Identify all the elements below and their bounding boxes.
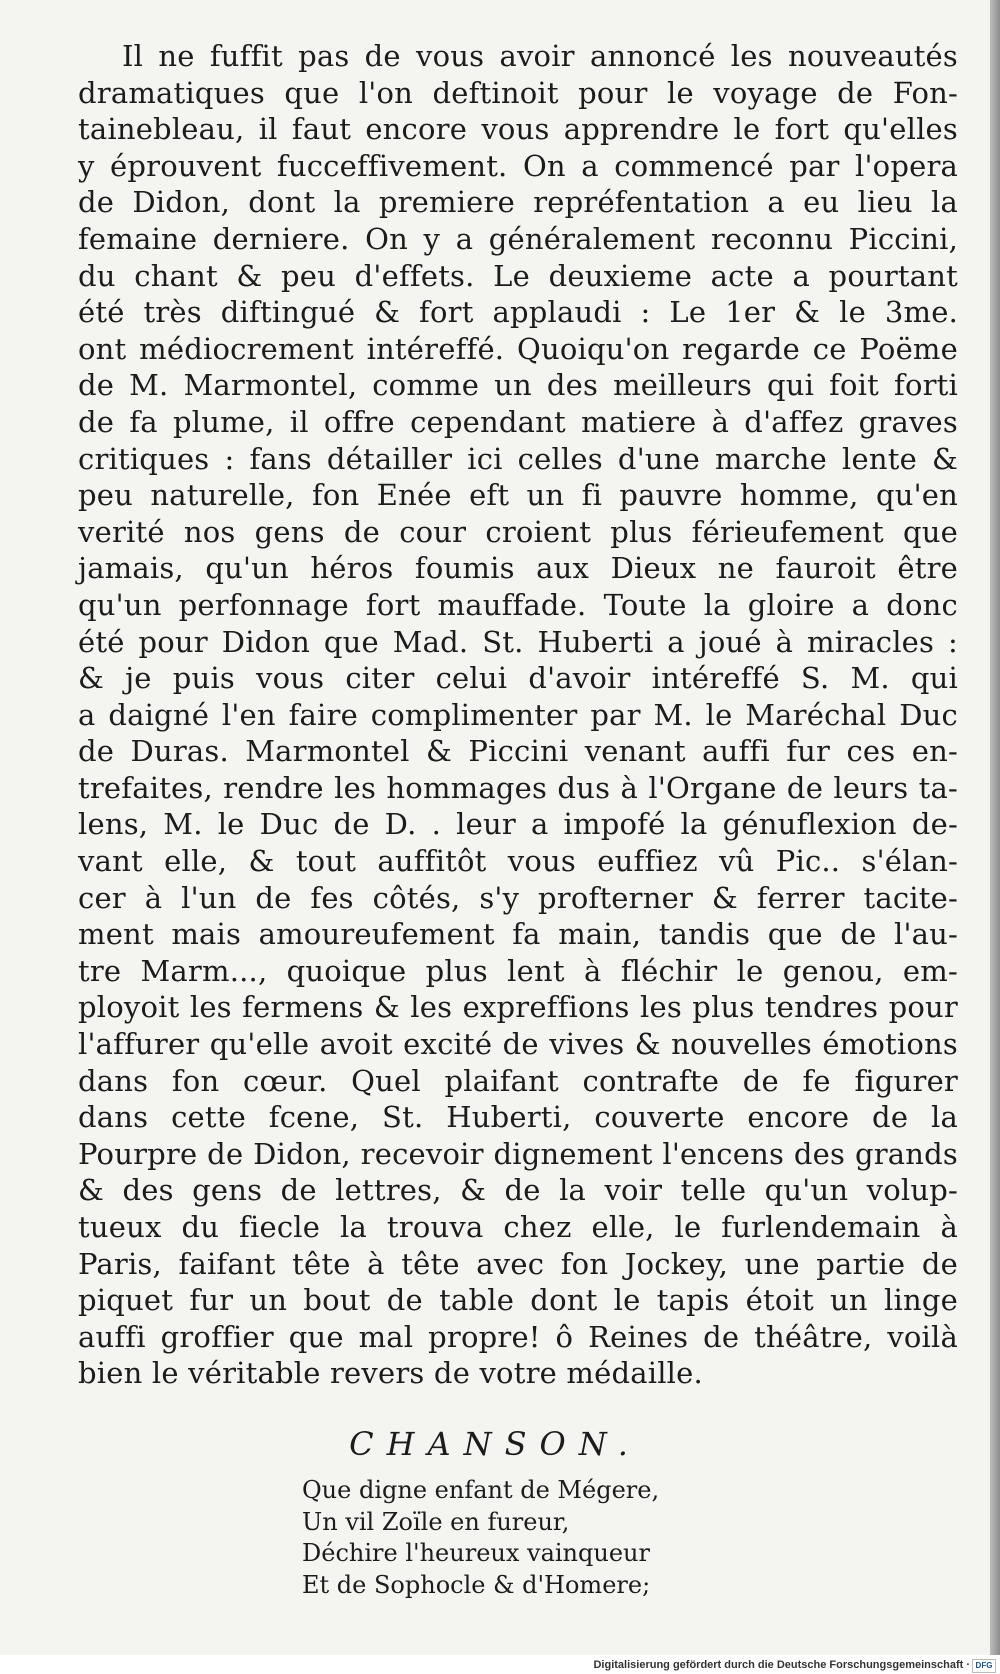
body-line: peu naturelle, fon Enée eft un fi pauvre homme, qu'en: [78, 478, 958, 513]
body-line: été pour Didon que Mad. St. Huberti a joué à miracles :: [78, 624, 958, 659]
body-line: dans cette fcene, St. Huberti, couverte encore de la: [78, 1100, 958, 1135]
body-line: ployoit les fermens & les expreffions les plus tendres pour: [78, 990, 958, 1025]
body-line: Il ne fuffit pas de vous avoir annoncé les nouveautés: [122, 39, 958, 73]
body-line: du chant & peu d'effets. Le deuxieme acte a pourtant: [78, 258, 958, 293]
body-line: ment mais amoureufement fa main, tandis que de l'au-: [78, 917, 958, 952]
body-line: qu'un perfonnage fort mauffade. Toute la gloire a donc: [78, 587, 958, 622]
verse-line: Déchire l'heureux vainqueur: [302, 1539, 650, 1567]
verse-line: Un vil Zoïle en fureur,: [302, 1507, 570, 1536]
article-body: [78, 38, 958, 1392]
body-line: de Didon, dont la premiere repréfentation a eu lieu la: [78, 185, 958, 220]
chanson-title: CHANSON.: [349, 1425, 641, 1463]
body-line: dramatiques que l'on deftinoit pour le voyage de Fon-: [78, 75, 958, 110]
body-line: ont médiocrement intéreffé. Quoiqu'on regarde ce Poëme: [78, 331, 958, 366]
chanson-verse: [302, 1475, 762, 1601]
body-line: critiques : fans détailler ici celles d'une marche lente &: [78, 441, 958, 476]
body-line: verité nos gens de cour croient plus férieufement que: [78, 514, 958, 549]
body-line: bien le véritable revers de votre médaille.: [78, 1356, 703, 1391]
verse-line: Et de Sophocle & d'Homere;: [302, 1570, 651, 1599]
body-line: été très diftingué & fort applaudi : Le 1er & le 3me.: [78, 295, 958, 330]
body-line: tainebleau, il faut encore vous apprendre le fort qu'elles: [78, 112, 958, 147]
body-line: femaine derniere. On y a généralement reconnu Piccini,: [78, 221, 958, 256]
body-line: jamais, qu'un héros foumis aux Dieux ne fauroit être: [78, 551, 958, 586]
dfg-logo: DFG: [972, 1659, 996, 1673]
body-line: lens, M. le Duc de D. . leur a impofé la génuflexion de-: [78, 807, 958, 842]
body-line: dans fon cœur. Quel plaifant contrafte de fe figurer: [78, 1063, 958, 1098]
body-line: y éprouvent fucceffivement. On a commencé par l'opera: [78, 148, 958, 183]
page-edge-shadow: [990, 0, 1000, 1655]
body-line: auffi groffier que mal propre! ô Reines de théâtre, voilà: [78, 1319, 958, 1354]
digitization-footer: [0, 1656, 1000, 1674]
body-line: Pourpre de Didon, recevoir dignement l'encens des grands: [78, 1136, 958, 1171]
body-line: tueux du fiecle la trouva chez elle, le furlendemain à: [78, 1210, 958, 1244]
verse-line: Que digne enfant de Mégere,: [302, 1476, 660, 1504]
body-line: de Duras. Marmontel & Piccini venant auffi fur ces en-: [78, 734, 958, 769]
body-line: tre Marm..., quoique plus lent à fléchir le genou, em-: [78, 953, 958, 988]
body-line: l'affurer qu'elle avoit excité de vives & nouvelles émotions: [78, 1027, 958, 1062]
body-line: trefaites, rendre les hommages dus à l'Organe de leurs ta-: [78, 770, 958, 805]
body-line: de M. Marmontel, comme un des meilleurs qui foit forti: [78, 368, 958, 403]
body-line: vant elle, & tout auffitôt vous euffiez vû Pic.. s'élan-: [78, 844, 958, 879]
body-line: cer à l'un de fes côtés, s'y profterner & ferrer tacite-: [78, 880, 958, 915]
body-line: piquet fur un bout de table dont le tapis étoit un linge: [78, 1283, 958, 1318]
body-line: a daigné l'en faire complimenter par M. le Maréchal Duc: [78, 697, 958, 732]
body-line: Paris, faifant tête à tête avec fon Jockey, une partie de: [78, 1246, 958, 1281]
body-line: & je puis vous citer celui d'avoir intéreffé S. M. qui: [78, 661, 958, 696]
body-line: & des gens de lettres, & de la voir telle qu'un volup-: [78, 1173, 958, 1208]
funding-credit: Digitalisierung gefördert durch die Deutsche Forschungsgemeinschaft ·: [593, 1659, 970, 1671]
body-line: de fa plume, il offre cependant matiere à d'affez graves: [78, 404, 958, 439]
